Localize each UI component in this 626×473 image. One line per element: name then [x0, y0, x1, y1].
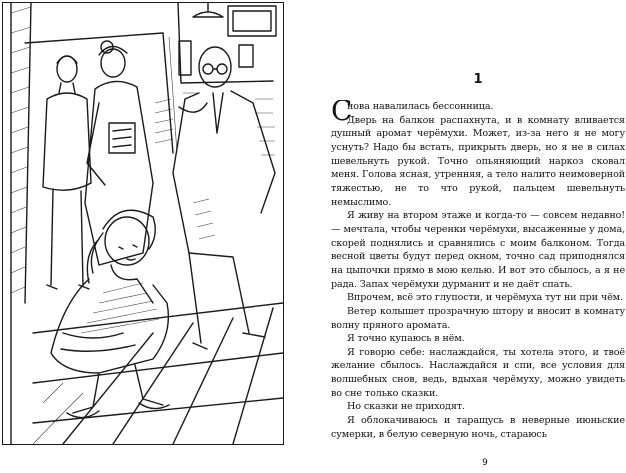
page-number: 9 — [482, 458, 488, 468]
book-illustration — [2, 2, 284, 445]
paragraph: Дверь на балкон распахнута, и в комнату вливается душный аромат черёмухи. Может, из-за него я не могу уснуть? Надо бы встать, прикрыть дверь, но я не в силах шевельнуть рукой. Точно опьяняющий наркоз сковал меня. Голова ясная, утренняя, а тело налито неимоверной тяжестью, не то что рукой, пальцем шевельнуть немыслимо. — [331, 114, 625, 208]
paragraph: Впрочем, всё это глупости, и черёмуха тут ни при чём. — [347, 292, 623, 304]
chapter-text — [331, 100, 625, 460]
drop-cap: С — [331, 100, 353, 127]
paragraph: Но сказки не приходят. — [347, 401, 465, 413]
chapter-number: 1 — [473, 72, 483, 87]
paragraph: Я живу на втором этаже и когда-то — совсем недавно! — мечтала, чтобы черенки черёмухи, высаженные у дома, скорей поднялись и сравнялись с моим балконом. Тогда весной цветы будут перед окном, точно сад приподнялся на цыпочки прямо в мою келью. И вот это сбылось, а я не рада. Запах черёмухи дурманит и не даёт спать. — [331, 210, 625, 290]
paragraph-text: нова навалилась бессонница. — [347, 101, 494, 112]
ink-drawing-family-scene — [3, 3, 283, 444]
paragraph: Ветер колышет прозрачную штору и вносит в комнату волну пряного аромата. — [331, 305, 625, 331]
paragraph: Я точно купаюсь в нём. — [347, 333, 465, 345]
paragraph: Я говорю себе: наслаждайся, ты хотела этого, и твоё желание сбылось. Наслаждайся и спи, все условия для волшебных снов, ведь, вдыхая черёмуху, можно увидеть во сне только сказки. — [331, 346, 625, 399]
paragraph — [331, 100, 625, 127]
paragraph: Я облокачиваюсь и таращусь в неверные июньские сумерки, в белую северную ночь, стараюсь — [331, 415, 625, 440]
